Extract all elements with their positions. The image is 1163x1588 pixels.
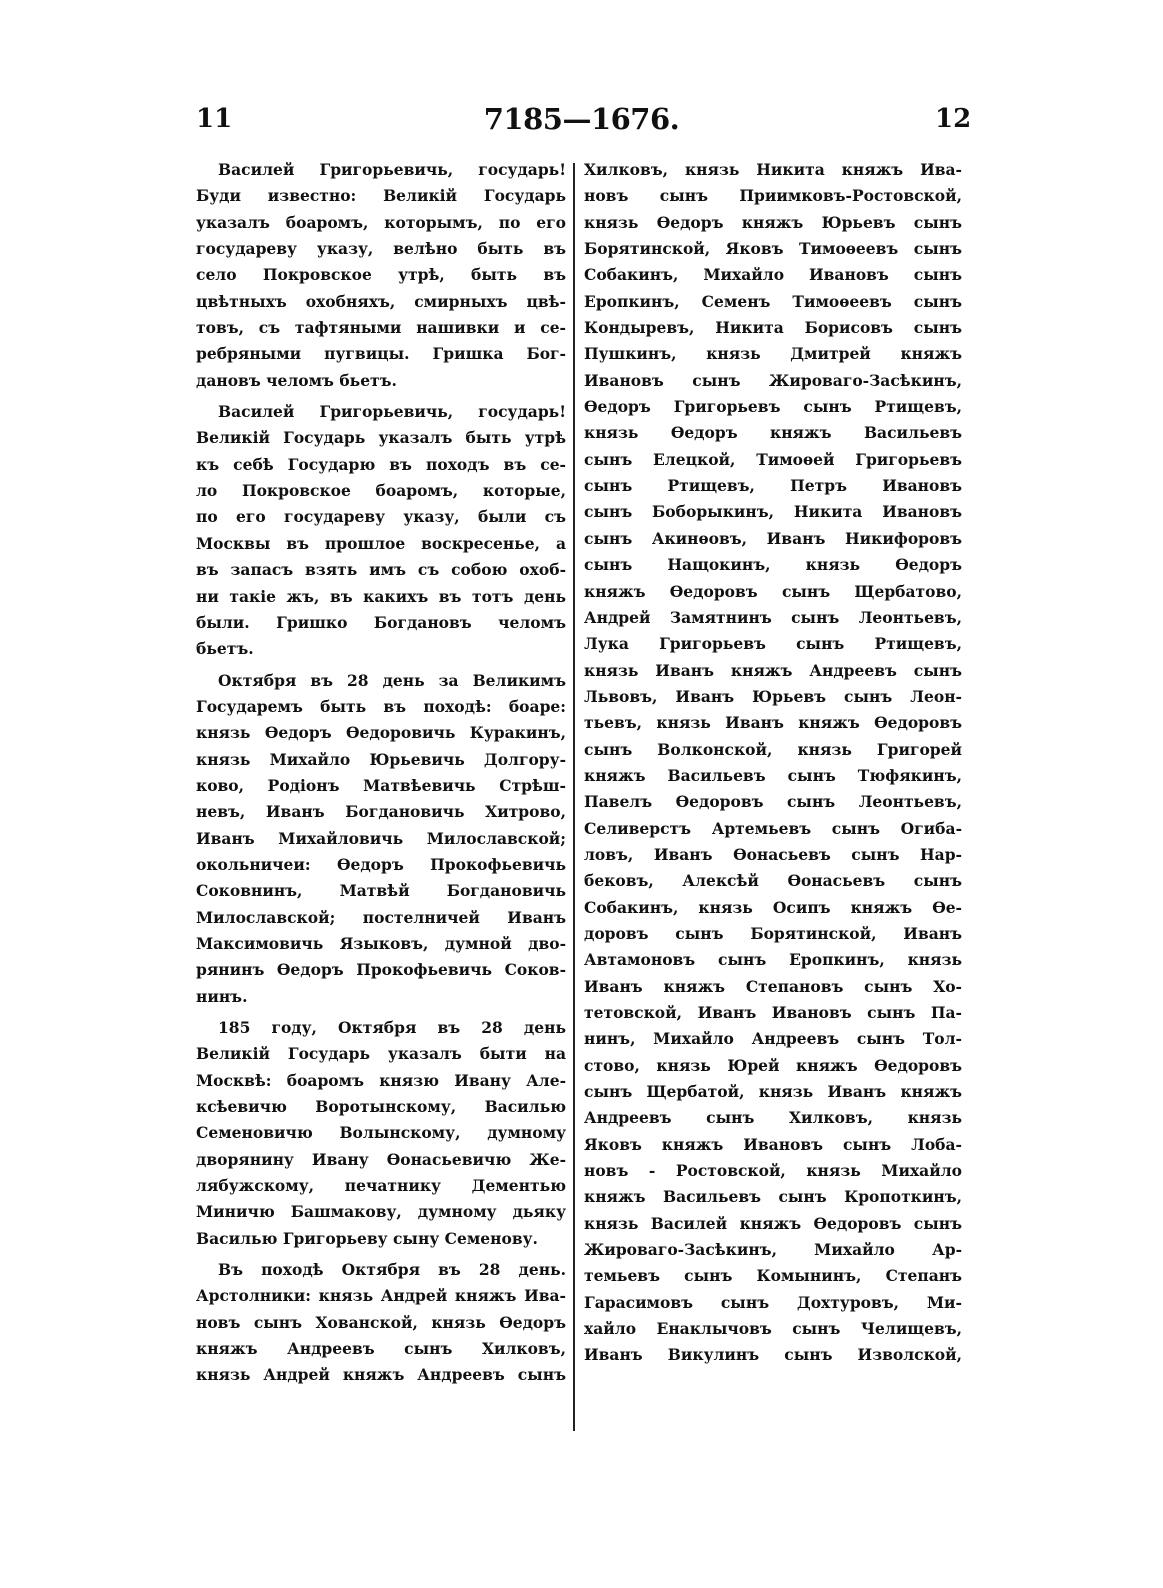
text-line: Иванъ княжъ Степановъ сынъ Хо-: [584, 976, 962, 996]
text-line: Павелъ Ѳедоровъ сынъ Леонтьевъ,: [584, 792, 962, 812]
text-line: Великій Государь указалъ быть утрѣ: [196, 428, 566, 448]
text-line: новъ сынъ Хованской, князь Ѳедоръ: [196, 1312, 566, 1332]
text-line: сынъ Боборыкинъ, Никита Ивановъ: [584, 502, 962, 522]
text-line: ловъ, Иванъ Ѳонасьевъ сынъ Нар-: [584, 844, 962, 864]
text-line: Василей Григорьевичь, государь!: [218, 160, 566, 179]
text-line: Жироваго-Засѣкинъ, Михайло Ар-: [584, 1240, 962, 1260]
text-line: Яковъ княжъ Ивановъ сынъ Лоба-: [584, 1134, 962, 1154]
text-line: Василей Григорьевичь, государь!: [218, 402, 566, 422]
text-line: къ себѣ Государю въ походъ въ се-: [196, 454, 566, 474]
text-line: Государемъ быть въ походѣ: боаре:: [196, 696, 566, 716]
text-line: въ запасъ взять имъ съ собою охоб-: [196, 560, 566, 580]
text-line: бьетъ.: [196, 639, 254, 659]
text-line: новъ - Ростовской, князь Михайло: [584, 1161, 962, 1181]
text-line: нинъ.: [196, 986, 248, 1006]
text-line: князь Ѳедоръ княжъ Юрьевъ сынъ: [584, 212, 962, 232]
text-line: Октября въ 28 день за Великимъ: [218, 670, 566, 690]
text-line: тьевъ, князь Иванъ княжъ Ѳедоровъ: [584, 713, 962, 733]
text-line: княжъ Ѳедоровъ сынъ Щербатово,: [584, 581, 962, 601]
left-text-column: [196, 157, 566, 1389]
text-line: Автамоновъ сынъ Еропкинъ, князь: [584, 950, 962, 970]
text-line: ло Покровское боаромъ, которые,: [196, 481, 566, 501]
text-line: Москвы въ прошлое воскресенье, а: [196, 533, 566, 553]
text-line: Собакинъ, Михайло Ивановъ сынъ: [584, 265, 962, 285]
text-line: князь Василей княжъ Ѳедоровъ сынъ: [584, 1213, 962, 1233]
text-line: князь Иванъ княжъ Андреевъ сынъ: [584, 660, 962, 680]
text-line: сынъ Нащокинъ, князь Ѳедоръ: [584, 555, 962, 575]
text-line: сынъ Елецкой, Тимоѳей Григорьевъ: [584, 449, 962, 469]
text-line: цвѣтныхъ охобняхъ, смирныхъ цвѣ-: [196, 291, 566, 311]
text-line: окольничеи: Ѳедоръ Прокофьевичь: [196, 854, 566, 874]
text-line: нинъ, Михайло Андреевъ сынъ Тол-: [584, 1029, 962, 1049]
text-line: Милославской; постелничей Иванъ: [196, 907, 566, 927]
text-line: Василью Григорьеву сыну Семенову.: [196, 1228, 538, 1248]
text-line: Еропкинъ, Семенъ Тимоѳеевъ сынъ: [584, 291, 962, 311]
text-line: Арстолники: князь Андрей княжъ Ива-: [196, 1286, 566, 1306]
text-line: княжъ Андреевъ сынъ Хилковъ,: [196, 1339, 566, 1359]
text-line: доровъ сынъ Борятинской, Иванъ: [584, 923, 962, 943]
text-line: сынъ Щербатой, князь Иванъ княжъ: [584, 1082, 962, 1102]
text-line: Москвѣ: боаромъ князю Ивану Але-: [196, 1070, 566, 1090]
text-line: ребряными пугвицы. Гришка Бог-: [196, 344, 566, 364]
text-line: Львовъ, Иванъ Юрьевъ сынъ Леон-: [584, 686, 962, 706]
text-line: Кондыревъ, Никита Борисовъ сынъ: [584, 318, 962, 338]
text-line: князь Михайло Юрьевичь Долгору-: [196, 749, 566, 769]
text-line: Ивановъ сынъ Жироваго-Засѣкинъ,: [584, 370, 962, 390]
text-line: село Покровское утрѣ, быть въ: [196, 265, 566, 285]
text-line: сынъ Волконской, князь Григорей: [584, 739, 962, 759]
text-line: Андреевъ сынъ Хилковъ, князь: [584, 1108, 962, 1128]
text-line: новъ сынъ Приимковъ-Ростовской,: [584, 186, 962, 206]
text-line: Въ походѣ Октября въ 28 день.: [218, 1260, 566, 1280]
text-line: товъ, съ тафтяными нашивки и се-: [196, 318, 566, 338]
text-line: хайло Енаклычовъ сынъ Челищевъ,: [584, 1319, 962, 1339]
text-line: были. Гришко Богдановъ челомъ: [196, 612, 566, 632]
text-line: сынъ Акинѳовъ, Иванъ Никифоровъ: [584, 528, 962, 548]
text-line: Ѳедоръ Григорьевъ сынъ Ртищевъ,: [584, 397, 962, 417]
text-line: Собакинъ, князь Осипъ княжъ Ѳе-: [584, 897, 962, 917]
text-line: Миничю Башмакову, думному дьяку: [196, 1202, 566, 1222]
page-number-left: 11: [196, 104, 233, 134]
text-line: Иванъ Михайловичь Милославской;: [196, 828, 566, 848]
text-line: Иванъ Викулинъ сынъ Изволской,: [584, 1345, 962, 1365]
text-line: по его государеву указу, были съ: [196, 507, 566, 527]
column-divider: [573, 163, 575, 1431]
text-line: Гарасимовъ сынъ Дохтуровъ, Ми-: [584, 1292, 962, 1312]
text-line: невъ, Иванъ Богдановичь Хитрово,: [196, 802, 566, 822]
page-number-right: 12: [935, 104, 972, 134]
text-line: Буди известно: Великій Государь: [196, 186, 566, 206]
text-line: дворянину Ивану Ѳонасьевичю Же-: [196, 1149, 566, 1169]
right-text-column: [584, 157, 962, 1369]
text-line: Семеновичю Волынскому, думному: [196, 1123, 566, 1143]
text-line: Максимовичь Языковъ, думной дво-: [196, 933, 566, 953]
text-line: князь Андрей княжъ Андреевъ сынъ: [196, 1365, 566, 1385]
text-line: Хилковъ, князь Никита княжъ Ива-: [584, 160, 962, 179]
text-line: бековъ, Алексѣй Ѳонасьевъ сынъ: [584, 871, 962, 891]
text-line: рянинъ Ѳедоръ Прокофьевичь Соков-: [196, 960, 566, 980]
page-title: 7185—1676.: [483, 102, 680, 136]
text-line: Великій Государь указалъ быти на: [196, 1044, 566, 1064]
text-line: Соковнинъ, Матвѣй Богдановичь: [196, 881, 566, 901]
text-line: Лука Григорьевъ сынъ Ртищевъ,: [584, 634, 962, 654]
text-line: ни такіе жъ, въ какихъ въ тотъ день: [196, 586, 566, 606]
text-line: Андрей Замятнинъ сынъ Леонтьевъ,: [584, 607, 962, 627]
text-line: ксѣевичю Воротынскому, Василью: [196, 1097, 566, 1117]
text-line: указалъ боаромъ, которымъ, по его: [196, 212, 566, 232]
text-line: Селиверстъ Артемьевъ сынъ Огибa-: [584, 818, 962, 838]
text-line: сынъ Ртищевъ, Петръ Ивановъ: [584, 476, 962, 496]
text-line: стово, князь Юрей княжъ Ѳедоровъ: [584, 1055, 962, 1075]
text-line: княжъ Васильевъ сынъ Тюфякинъ,: [584, 765, 962, 785]
text-line: тетовской, Иванъ Ивановъ сынъ Па-: [584, 1003, 962, 1022]
text-line: темьевъ сынъ Комынинъ, Степанъ: [584, 1266, 962, 1286]
text-line: государеву указу, велѣно быть въ: [196, 239, 566, 259]
text-line: дановъ челомъ бьетъ.: [196, 370, 397, 390]
text-line: князь Ѳедоръ Ѳедоровичь Куракинъ,: [196, 723, 566, 743]
text-line: 185 году, Октября въ 28 день: [218, 1018, 566, 1037]
text-line: князь Ѳедоръ княжъ Васильевъ: [584, 423, 962, 443]
text-line: княжъ Васильевъ сынъ Кропоткинъ,: [584, 1187, 962, 1207]
text-line: ково, Родіонъ Матвѣевичь Стрѣш-: [196, 775, 566, 795]
text-line: Борятинской, Яковъ Тимоѳеевъ сынъ: [584, 239, 962, 259]
text-line: лябужскому, печатнику Дементью: [196, 1176, 566, 1196]
text-line: Пушкинъ, князь Дмитрей княжъ: [584, 344, 962, 364]
